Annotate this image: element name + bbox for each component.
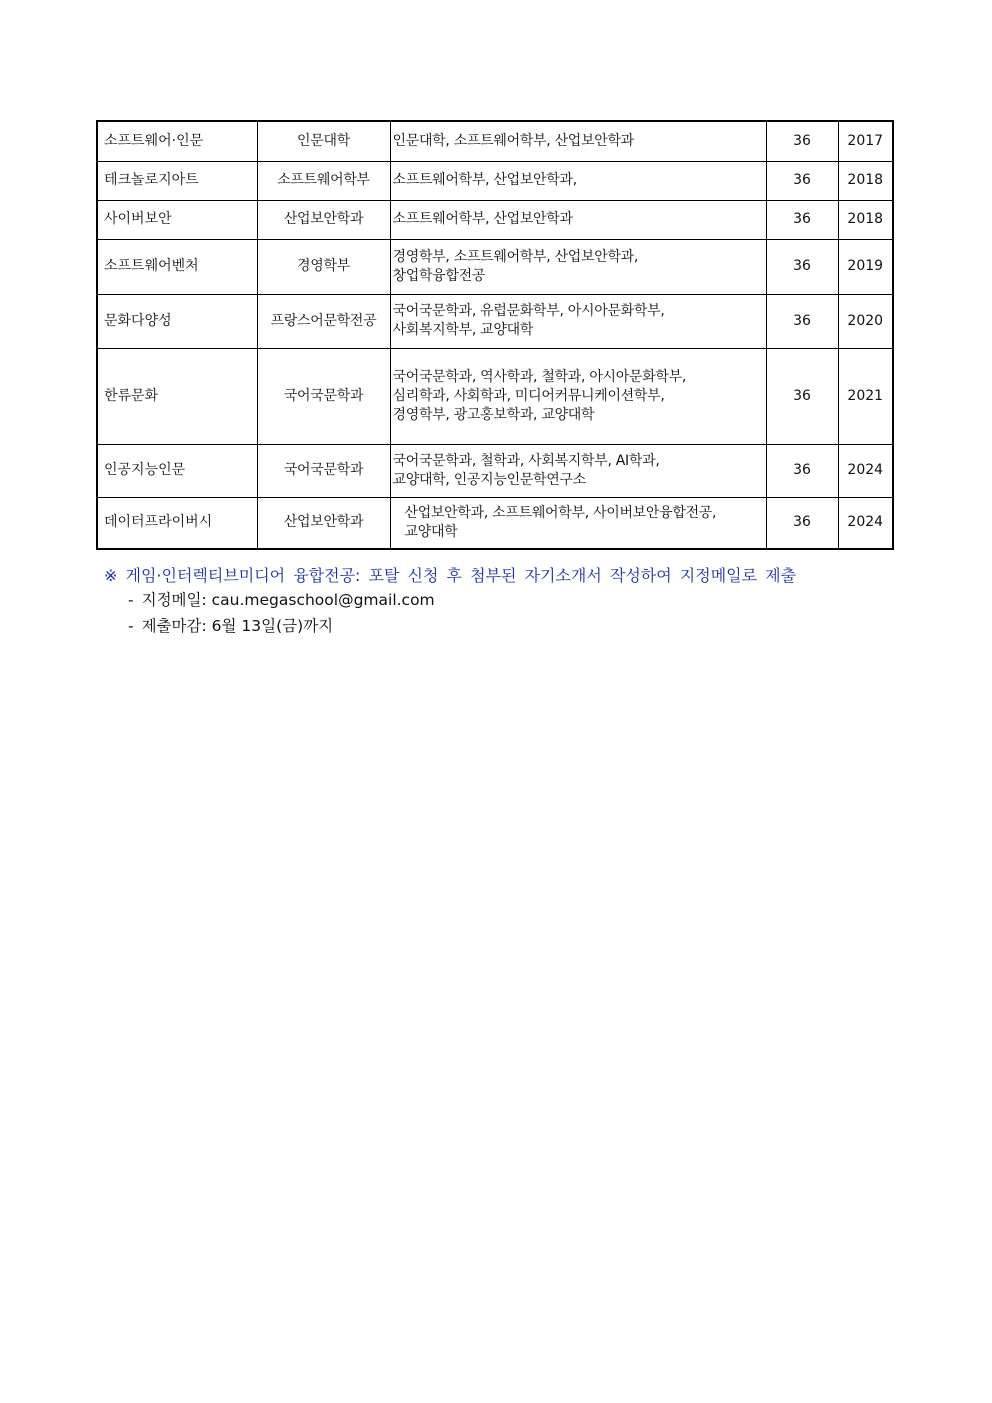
table-row: [97, 200, 893, 239]
participant-line: 경영학부, 광고홍보학과, 교양대학: [392, 406, 595, 423]
major-name: 사이버보안: [97, 200, 257, 239]
host-department: 산업보안학과: [257, 200, 390, 239]
participant-line: 창업학융합전공: [392, 267, 486, 284]
participant-line: 심리학과, 사회학과, 미디어커뮤니케이션학부,: [392, 387, 665, 404]
email-label: 지정메일:: [141, 591, 212, 609]
credits: 36: [766, 348, 838, 444]
participant-line: 소프트웨어학부, 산업보안학과,: [392, 172, 577, 188]
participating-departments: [390, 239, 766, 294]
host-department: 경영학부: [257, 239, 390, 294]
established-year: 2019: [838, 239, 893, 294]
participant-line: 국어국문학과, 역사학과, 철학과, 아시아문화학부,: [392, 368, 687, 385]
host-department: 소프트웨어학부: [257, 161, 390, 200]
participating-departments: [390, 294, 766, 348]
table-row: [97, 444, 893, 497]
major-name: 인공지능인문: [97, 444, 257, 497]
credits: 36: [766, 497, 838, 549]
established-year: 2021: [838, 348, 893, 444]
participant-line: 인문대학, 소프트웨어학부, 산업보안학과: [392, 132, 634, 149]
established-year: 2017: [838, 121, 893, 161]
credits: 36: [766, 294, 838, 348]
host-department: 프랑스어문학전공: [257, 294, 390, 348]
established-year: 2024: [838, 444, 893, 497]
host-department: 산업보안학과: [257, 497, 390, 549]
credits: 36: [766, 121, 838, 161]
submission-note: ※ 게임·인터렉티브미디어 융합전공: 포탈 신청 후 첨부된 자기소개서 작성하여 지정메일로 제출: [104, 566, 797, 585]
participant-line: 국어국문학과, 유럽문화학부, 아시아문화학부,: [392, 303, 665, 319]
credits: 36: [766, 200, 838, 239]
major-name: 테크놀로지아트: [97, 161, 257, 200]
table-row: [97, 239, 893, 294]
table-row: [97, 161, 893, 200]
participant-line: 소프트웨어학부, 산업보안학과: [392, 211, 573, 227]
major-name: 문화다양성: [97, 294, 257, 348]
convergence-major-table: [96, 120, 894, 550]
dash-bullet: -: [128, 591, 134, 609]
major-name: 소프트웨어벤처: [97, 239, 257, 294]
participating-departments: [390, 348, 766, 444]
notes-section: [104, 565, 884, 639]
participant-line: 교양대학: [404, 523, 458, 540]
dash-bullet: -: [128, 617, 134, 635]
participant-line: 산업보안학과, 소프트웨어학부, 사이버보안융합전공,: [404, 504, 717, 521]
credits: 36: [766, 444, 838, 497]
major-name: 한류문화: [97, 348, 257, 444]
participating-departments: [390, 444, 766, 497]
participating-departments: [390, 121, 766, 161]
table-row: [97, 497, 893, 549]
table-row: [97, 348, 893, 444]
table-row: [97, 121, 893, 161]
participating-departments: [390, 497, 766, 549]
participating-departments: [390, 200, 766, 239]
deadline-label: 제출마감:: [141, 617, 212, 635]
table-row: [97, 294, 893, 348]
participant-line: 교양대학, 인공지능인문학연구소: [392, 471, 586, 488]
email-address: cau.megaschool@gmail.com: [211, 591, 435, 609]
email-note: [128, 587, 884, 613]
participant-line: 사회복지학부, 교양대학: [392, 322, 534, 338]
credits: 36: [766, 161, 838, 200]
established-year: 2018: [838, 200, 893, 239]
participant-line: 경영학부, 소프트웨어학부, 산업보안학과,: [392, 248, 639, 265]
host-department: 국어국문학과: [257, 348, 390, 444]
host-department: 국어국문학과: [257, 444, 390, 497]
credits: 36: [766, 239, 838, 294]
host-department: 인문대학: [257, 121, 390, 161]
established-year: 2018: [838, 161, 893, 200]
established-year: 2024: [838, 497, 893, 549]
deadline-date: 6월 13일(금)까지: [211, 617, 334, 635]
participant-line: 국어국문학과, 철학과, 사회복지학부, AI학과,: [392, 452, 660, 469]
table-body: [97, 121, 893, 549]
established-year: 2020: [838, 294, 893, 348]
participating-departments: [390, 161, 766, 200]
deadline-note: [128, 613, 884, 639]
major-name: 데이터프라이버시: [97, 497, 257, 549]
major-name: 소프트웨어·인문: [97, 121, 257, 161]
